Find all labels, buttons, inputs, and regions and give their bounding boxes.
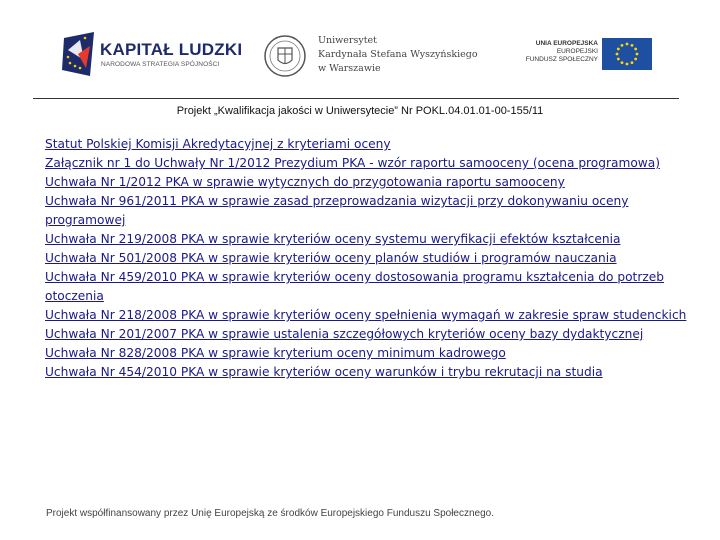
kapital-ludzki-logo (60, 30, 243, 80)
eu-logo-line1: UNIA EUROPEJSKA (535, 40, 598, 47)
eu-logo (520, 38, 660, 74)
university-name-line3: w Warszawie (318, 63, 381, 74)
university-logo (263, 34, 478, 78)
kapital-ludzki-emblem-icon (60, 30, 98, 80)
document-link[interactable]: Załącznik nr 1 do Uchwały Nr 1/2012 Prezydium PKA - wzór raportu samooceny (ocena programowa) (45, 156, 660, 170)
eu-star-icon (617, 48, 620, 51)
eu-star-icon (634, 58, 637, 61)
eu-star-icon (617, 58, 620, 61)
eu-star-icon (626, 43, 629, 46)
kapital-ludzki-title: KAPITAŁ LUDZKI (100, 40, 243, 59)
document-link[interactable]: Statut Polskiej Komisji Akredytacyjnej z kryteriami oceny (45, 137, 391, 151)
eu-star-icon (631, 61, 634, 64)
footer-funding-note: Projekt współfinansowany przez Unię Europejską ze środków Europejskiego Funduszu Społecznego. (46, 508, 495, 519)
eu-flag-icon (602, 38, 652, 70)
document-link[interactable]: Uchwała Nr 218/2008 PKA w sprawie kryteriów oceny spełnienia wymagań w zakresie spraw studenckich (45, 308, 687, 322)
document-link[interactable]: Uchwała Nr 501/2008 PKA w sprawie kryteriów oceny planów studiów i programów nauczania (45, 251, 617, 265)
page-header (0, 0, 720, 100)
document-link[interactable]: Uchwała Nr 454/2010 PKA w sprawie kryteriów oceny warunków i trybu rekrutacji na studia (45, 365, 603, 379)
eu-star-icon (631, 44, 634, 47)
university-seal-icon (263, 34, 307, 78)
document-link[interactable]: Uchwała Nr 201/2007 PKA w sprawie ustalenia szczegółowych kryteriów oceny bazy dydaktycznej (45, 327, 644, 341)
eu-star-icon (634, 48, 637, 51)
document-link[interactable]: Uchwała Nr 219/2008 PKA w sprawie kryteriów oceny systemu weryfikacji efektów kształcenia (45, 232, 621, 246)
eu-star-icon (626, 63, 629, 66)
document-link[interactable]: Uchwała Nr 961/2011 PKA w sprawie zasad przeprowadzania wizytacji przy dokonywaniu oceny programowej (45, 194, 629, 227)
university-name-line2: Kardynała Stefana Wyszyńskiego (318, 49, 478, 60)
kapital-ludzki-subtitle: NARODOWA STRATEGIA SPÓJNOŚCI (101, 61, 220, 68)
document-link-list (45, 135, 690, 382)
eu-logo-line3: FUNDUSZ SPOŁECZNY (525, 56, 598, 63)
eu-star-icon (621, 44, 624, 47)
eu-logo-line2: EUROPEJSKI (556, 48, 598, 55)
project-title: Projekt „Kwalifikacja jakości w Uniwersytecie” Nr POKL.04.01.01-00-155/11 (176, 105, 544, 117)
university-name-line1: Uniwersytet (318, 35, 377, 46)
header-divider (33, 98, 679, 99)
eu-star-icon (616, 53, 619, 56)
eu-star-icon (636, 53, 639, 56)
document-link[interactable]: Uchwała Nr 459/2010 PKA w sprawie kryteriów oceny dostosowania programu kształcenia do potrzeb otoczenia (45, 270, 664, 303)
document-link[interactable]: Uchwała Nr 1/2012 PKA w sprawie wytycznych do przygotowania raportu samooceny (45, 175, 565, 189)
document-link[interactable]: Uchwała Nr 828/2008 PKA w sprawie kryterium oceny minimum kadrowego (45, 346, 506, 360)
eu-star-icon (621, 61, 624, 64)
